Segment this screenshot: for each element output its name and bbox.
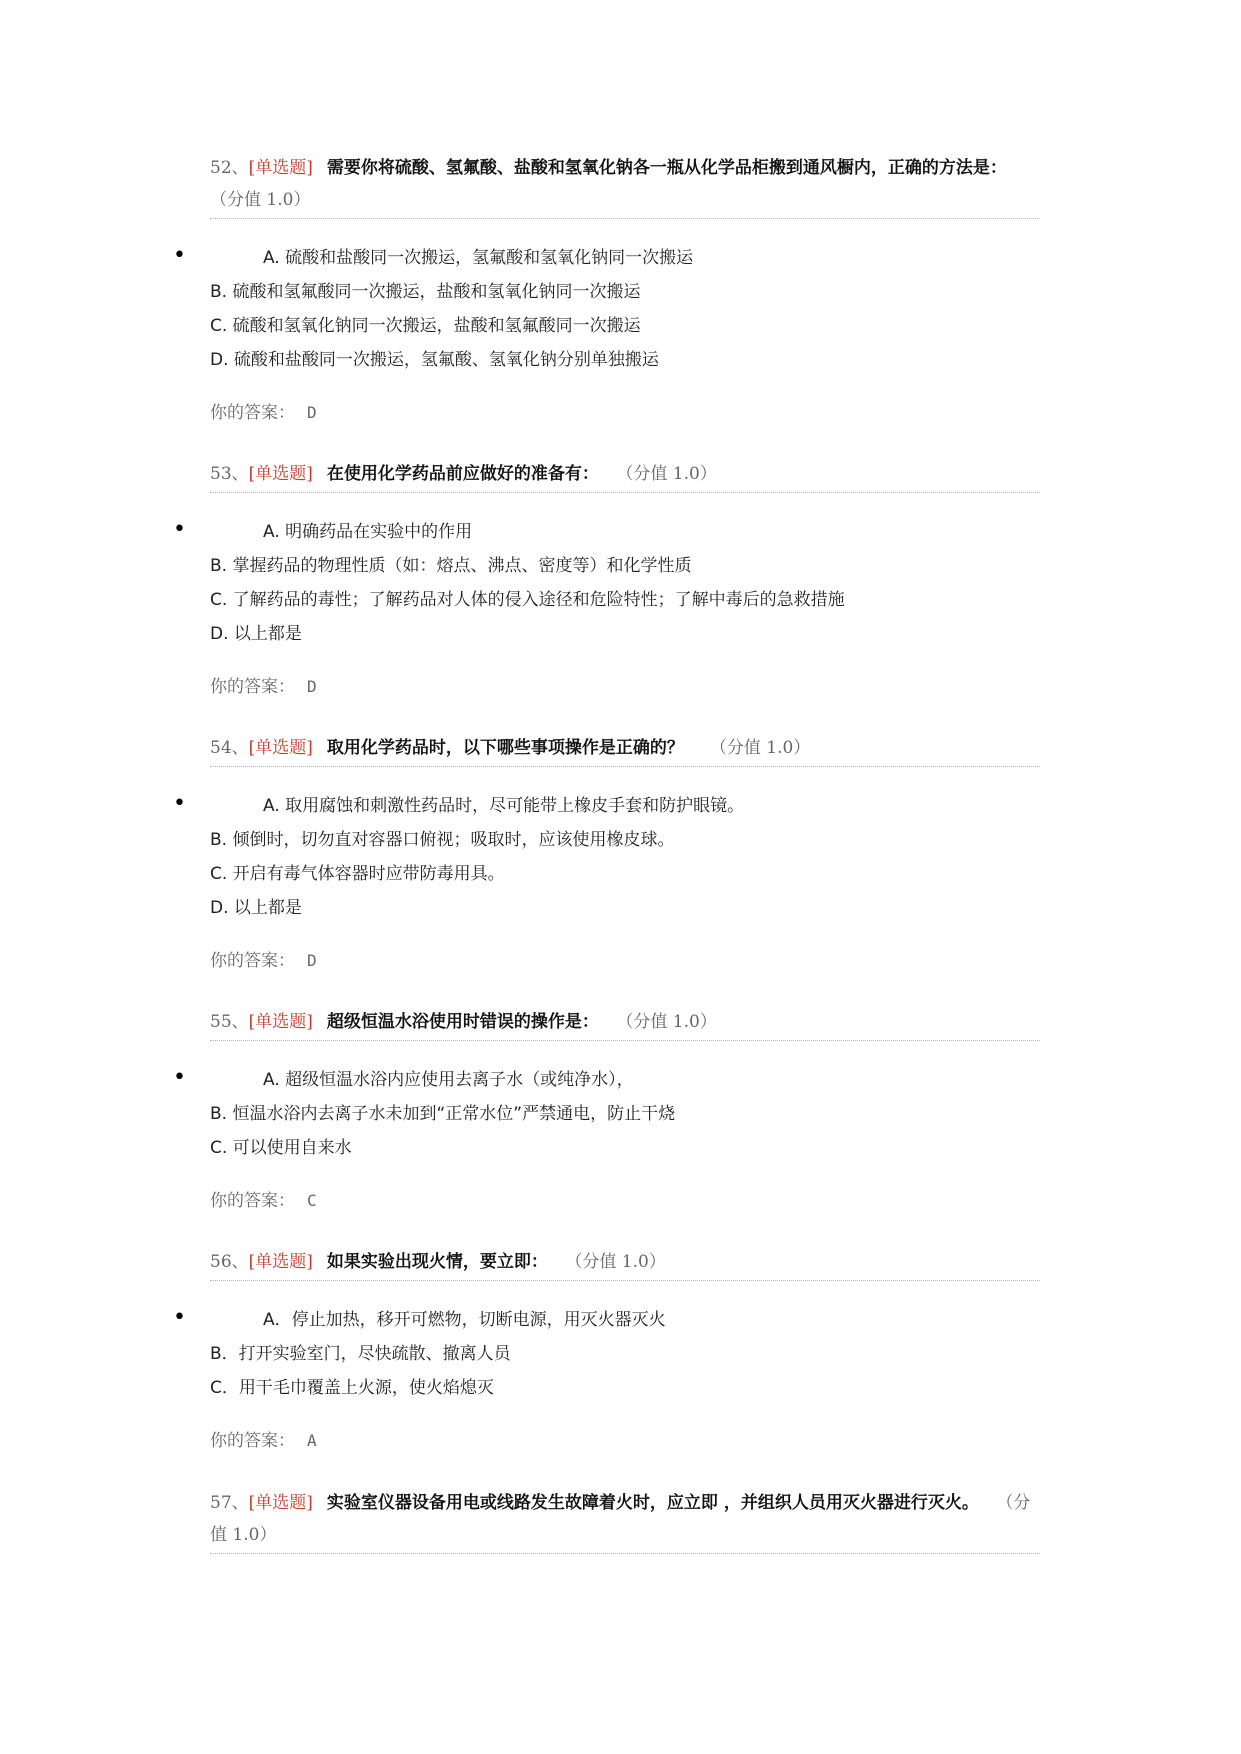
- bullet-icon: •: [173, 517, 186, 542]
- option-list: [173, 241, 1040, 377]
- question-type: [单选题]: [248, 1012, 313, 1032]
- question-number: 57、: [210, 1493, 249, 1513]
- answer-label: 你的答案：: [210, 677, 295, 697]
- question-53: [173, 458, 1040, 703]
- question-header: [210, 152, 1040, 219]
- question-type: [单选题]: [248, 1493, 313, 1513]
- answer-value: D: [307, 677, 317, 696]
- question-header: [210, 732, 1040, 767]
- option-a: A. 取用腐蚀和刺激性药品时，尽可能带上橡皮手套和防护眼镜。: [263, 796, 745, 816]
- option-b: B. 硫酸和氢氟酸同一次搬运，盐酸和氢氧化钠同一次搬运: [210, 282, 641, 302]
- question-header: [210, 1006, 1040, 1041]
- option-list: [173, 515, 1040, 651]
- option-d: D. 以上都是: [210, 898, 302, 918]
- question-55: [173, 1006, 1040, 1217]
- question-text: 超级恒温水浴使用时错误的操作是：: [326, 1012, 599, 1032]
- bullet-icon: •: [173, 243, 186, 268]
- answer-value: D: [307, 403, 317, 422]
- question-57: [210, 1487, 1040, 1554]
- option-d: D. 以上都是: [210, 624, 302, 644]
- question-score: （分值 1.0）: [210, 190, 311, 210]
- option-c: C. 了解药品的毒性；了解药品对人体的侵入途径和危险特性；了解中毒后的急救措施: [210, 590, 845, 610]
- answer-value: C: [307, 1191, 317, 1210]
- option-c: C. 硫酸和氢氧化钠同一次搬运，盐酸和氢氟酸同一次搬运: [210, 316, 641, 336]
- question-header: [210, 1487, 1040, 1554]
- question-number: 54、: [210, 738, 249, 758]
- your-answer: [210, 1425, 1040, 1457]
- bullet-icon: •: [173, 1305, 186, 1330]
- question-number: 56、: [210, 1252, 249, 1272]
- question-header: [210, 1246, 1040, 1281]
- answer-label: 你的答案：: [210, 951, 295, 971]
- answer-value: A: [307, 1431, 317, 1450]
- question-text: 取用化学药品时，以下哪些事项操作是正确的？: [326, 738, 684, 758]
- question-54: [173, 732, 1040, 977]
- question-score: （分值 1.0）: [624, 1012, 717, 1032]
- question-score: （分值 1.0）: [573, 1252, 666, 1272]
- question-number: 52、: [210, 158, 249, 178]
- question-text: 在使用化学药品前应做好的准备有：: [326, 464, 599, 484]
- bullet-icon: •: [173, 791, 186, 816]
- option-list: [173, 1303, 1040, 1405]
- question-type: [单选题]: [248, 158, 313, 178]
- question-type: [单选题]: [248, 738, 313, 758]
- option-d: D. 硫酸和盐酸同一次搬运，氢氟酸、氢氧化钠分别单独搬运: [210, 350, 659, 370]
- question-number: 55、: [210, 1012, 249, 1032]
- your-answer: [210, 945, 1040, 977]
- question-text: 如果实验出现火情，要立即：: [326, 1252, 548, 1272]
- option-b: B．打开实验室门，尽快疏散、撤离人员: [210, 1344, 511, 1364]
- bullet-icon: •: [173, 1065, 186, 1090]
- option-c: C. 可以使用自来水: [210, 1138, 352, 1158]
- question-score: （分值 1.0）: [624, 464, 717, 484]
- option-a: A. 硫酸和盐酸同一次搬运，氢氟酸和氢氧化钠同一次搬运: [263, 248, 694, 268]
- answer-label: 你的答案：: [210, 403, 295, 423]
- option-b: B. 恒温水浴内去离子水未加到“正常水位”严禁通电，防止干烧: [210, 1104, 676, 1124]
- option-list: [173, 789, 1040, 925]
- question-score: （分值 1.0）: [709, 738, 811, 758]
- question-type: [单选题]: [248, 464, 313, 484]
- option-c: C．用干毛巾覆盖上火源，使火焰熄灭: [210, 1378, 494, 1398]
- your-answer: [210, 1185, 1040, 1217]
- question-text: 需要你将硫酸、氢氟酸、盐酸和氢氧化钠各一瓶从化学品柜搬到通风橱内，正确的方法是：: [326, 158, 1007, 178]
- option-a: A. 明确药品在实验中的作用: [263, 522, 473, 542]
- question-52: [173, 152, 1040, 429]
- question-text: 实验室仪器设备用电或线路发生故障着火时，应立即 ，并组织人员用灭火器进行灭火。: [326, 1493, 979, 1513]
- option-a: A. 超级恒温水浴内应使用去离子水（或纯净水），: [263, 1070, 634, 1090]
- option-b: B. 倾倒时，切勿直对容器口俯视；吸取时，应该使用橡皮球。: [210, 830, 675, 850]
- question-56: [173, 1246, 1040, 1457]
- question-score: （分值 1.0）: [210, 1493, 1031, 1545]
- question-number: 53、: [210, 464, 249, 484]
- option-list: [173, 1063, 1040, 1165]
- your-answer: [210, 397, 1040, 429]
- answer-label: 你的答案：: [210, 1431, 295, 1451]
- option-a: A．停止加热，移开可燃物，切断电源，用灭火器灭火: [263, 1310, 666, 1330]
- option-c: C. 开启有毒气体容器时应带防毒用具。: [210, 864, 505, 884]
- question-header: [210, 458, 1040, 493]
- answer-label: 你的答案：: [210, 1191, 295, 1211]
- answer-value: D: [307, 951, 317, 970]
- question-type: [单选题]: [248, 1252, 313, 1272]
- option-b: B. 掌握药品的物理性质（如：熔点、沸点、密度等）和化学性质: [210, 556, 692, 576]
- your-answer: [210, 671, 1040, 703]
